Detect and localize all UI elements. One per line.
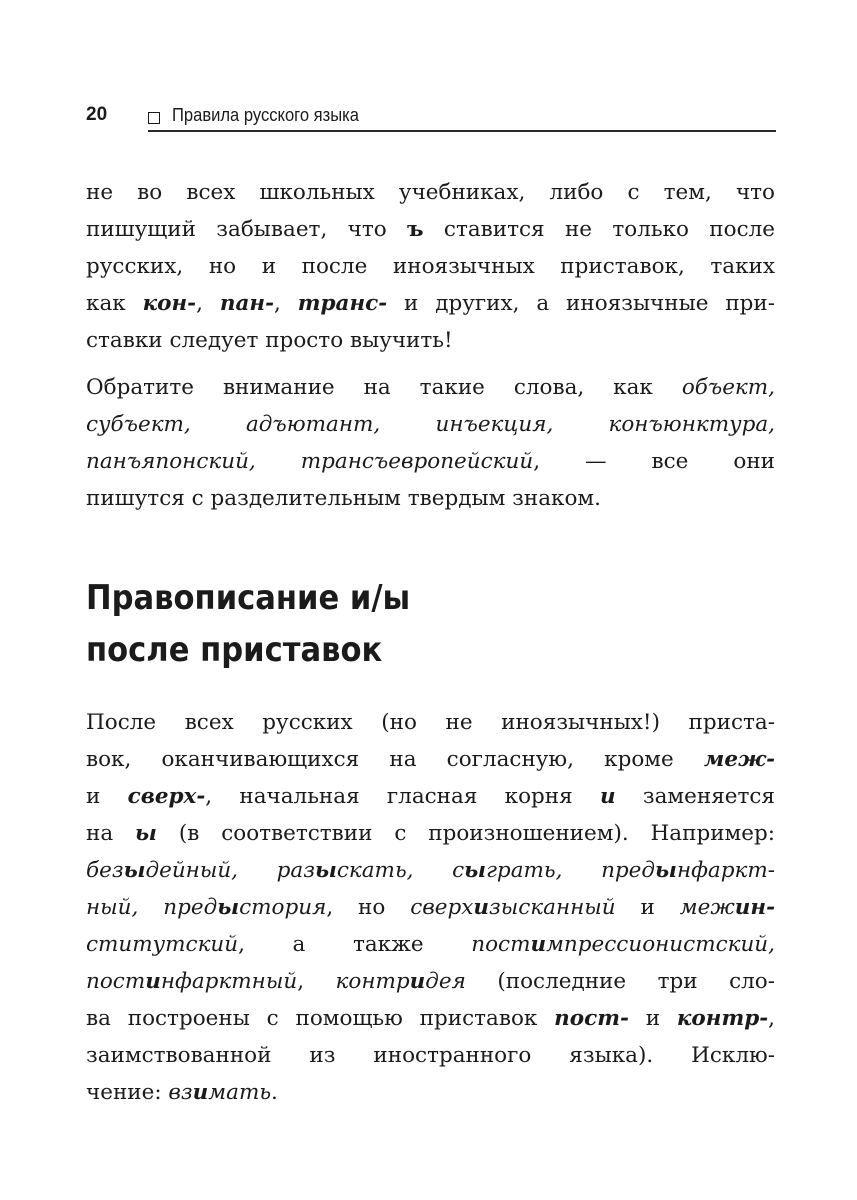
paragraph-1	[86, 174, 775, 359]
emphasis-text: субъект, адъютант, инъекция, конъюнктура,	[86, 412, 775, 437]
text-run: как	[86, 291, 143, 316]
text-run: (в соответствии с произношением). Например:	[156, 821, 775, 846]
text-line	[86, 248, 775, 285]
emphasis-text: меж-	[703, 747, 775, 772]
text-run: .	[271, 1080, 278, 1105]
text-line	[86, 704, 775, 741]
text-line	[86, 406, 775, 443]
text-line	[86, 741, 775, 778]
checkbox-square-icon	[148, 112, 160, 124]
emphasis-text: пост-	[554, 1006, 629, 1031]
text-run: ва построены с помощью приставок	[86, 1006, 555, 1031]
emphasis-text: ы	[217, 895, 240, 920]
text-run: вок, оканчивающихся на согласную, кроме	[86, 747, 704, 772]
emphasis-text: объект,	[681, 375, 775, 400]
text-run: ,	[297, 969, 336, 994]
emphasis-text: дейный, раз	[145, 858, 315, 883]
emphasis-text: контр	[335, 969, 410, 994]
emphasis-text: мпрессионистский,	[546, 932, 775, 957]
text-line	[86, 369, 775, 406]
page-number: 20	[86, 104, 108, 125]
section-heading	[86, 572, 706, 676]
text-run: чение:	[86, 1080, 169, 1105]
emphasis-text: пост	[86, 969, 146, 994]
emphasis-text: пост	[471, 932, 531, 957]
text-run: , но	[326, 895, 411, 920]
text-run: на	[86, 821, 136, 846]
text-run: заимствованной из иностранного языка). Исклю-	[86, 1043, 775, 1068]
emphasis-text: панъяпонский, трансъевропейский	[86, 449, 534, 474]
emphasis-text: ы	[464, 858, 487, 883]
emphasis-text: без	[86, 858, 124, 883]
text-run: заменяется	[615, 784, 775, 809]
emphasis-text: и	[145, 969, 161, 994]
text-run: ,	[274, 291, 298, 316]
text-run: и	[628, 1006, 677, 1031]
emphasis-text: ы	[123, 858, 146, 883]
emphasis-text: и	[599, 784, 616, 809]
text-run: и	[615, 895, 680, 920]
emphasis-text: стория	[239, 895, 327, 920]
text-line	[86, 480, 775, 517]
text-run: После всех русских (но не иноязычных!) приста-	[86, 710, 775, 735]
running-title: Правила русского языка	[172, 105, 359, 125]
text-run: , а также	[238, 932, 472, 957]
emphasis-text: сверх	[410, 895, 474, 920]
emphasis-text: мать	[208, 1080, 272, 1105]
text-line	[86, 322, 775, 359]
emphasis-text: ы	[135, 821, 157, 846]
text-line	[86, 285, 775, 322]
text-run: и других, а иноязычные при-	[387, 291, 776, 316]
emphasis-text: ин-	[734, 895, 776, 920]
text-line	[86, 852, 775, 889]
text-line	[86, 889, 775, 926]
emphasis-text: и	[409, 969, 426, 994]
page-header	[86, 104, 776, 132]
emphasis-text: ный, пред	[86, 895, 218, 920]
emphasis-text: ъ	[407, 217, 424, 242]
emphasis-text: нфарктный	[160, 969, 298, 994]
text-line	[86, 926, 775, 963]
paragraph-2	[86, 369, 775, 517]
text-run: , начальная гласная корня	[205, 784, 600, 809]
text-line	[86, 815, 775, 852]
emphasis-text: и	[192, 1080, 209, 1105]
text-run: ставится не только после	[423, 217, 775, 242]
text-line	[86, 174, 775, 211]
emphasis-text: нфаркт-	[676, 858, 775, 883]
text-run: Обратите внимание на такие слова, как	[86, 375, 682, 400]
emphasis-text: меж	[679, 895, 735, 920]
text-run: ставки следует просто выучить!	[86, 328, 453, 353]
text-run: ,	[768, 1006, 775, 1031]
text-line	[86, 1074, 775, 1111]
emphasis-text: кон-	[142, 291, 197, 316]
text-run: русских, но и после иноязычных приставок, таких	[86, 254, 775, 279]
header-rule	[148, 130, 776, 132]
text-run: пишущий забывает, что	[86, 217, 408, 242]
text-run: ,	[196, 291, 220, 316]
text-run: , — все они	[533, 449, 776, 474]
emphasis-text: скать, с	[336, 858, 465, 883]
text-line	[86, 211, 775, 248]
emphasis-text: вз	[168, 1080, 193, 1105]
text-line	[86, 1000, 775, 1037]
emphasis-text: и	[473, 895, 490, 920]
heading-line-1: Правописание и/ы	[86, 578, 411, 618]
text-line	[86, 963, 775, 1000]
text-run: не во всех школьных учебниках, либо с тем, что	[86, 180, 775, 205]
text-run: пишутся с разделительным твердым знаком.	[86, 486, 601, 511]
emphasis-text: дея	[425, 969, 466, 994]
text-line	[86, 1037, 775, 1074]
emphasis-text: транс-	[297, 291, 388, 316]
emphasis-text: грать, пред	[486, 858, 656, 883]
emphasis-text: зысканный	[489, 895, 616, 920]
emphasis-text: и	[530, 932, 547, 957]
emphasis-text: сверх-	[127, 784, 206, 809]
text-line	[86, 443, 775, 480]
emphasis-text: ы	[314, 858, 337, 883]
paragraph-3	[86, 704, 775, 1111]
emphasis-text: пан-	[219, 291, 274, 316]
text-line	[86, 778, 775, 815]
emphasis-text: ы	[655, 858, 677, 883]
text-run: (последние три сло-	[465, 969, 775, 994]
heading-line-2: после приставок	[86, 630, 383, 670]
emphasis-text: контр-	[676, 1006, 769, 1031]
emphasis-text: ститутский	[86, 932, 239, 957]
text-run: и	[86, 784, 128, 809]
